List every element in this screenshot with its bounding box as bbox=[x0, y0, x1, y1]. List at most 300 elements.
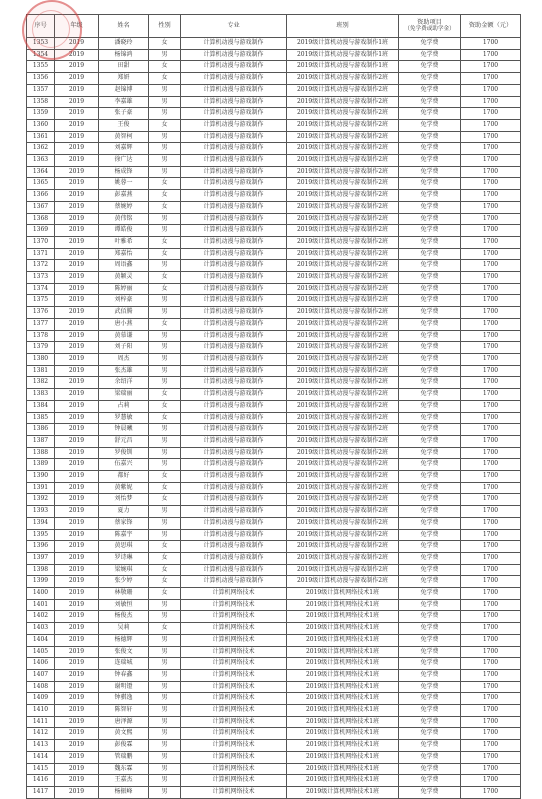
cell-amount: 1700 bbox=[461, 494, 521, 506]
cell-class: 2019级计算机动漫与游戏制作2班 bbox=[287, 307, 399, 319]
cell-name: 黄智柯 bbox=[99, 131, 149, 143]
cell-subsidy-item: 免学费 bbox=[399, 166, 461, 178]
cell-major: 计算机动漫与游戏制作 bbox=[181, 236, 287, 248]
cell-gender: 男 bbox=[149, 787, 181, 799]
cell-major: 计算机动漫与游戏制作 bbox=[181, 424, 287, 436]
cell-major: 计算机动漫与游戏制作 bbox=[181, 225, 287, 237]
cell-subsidy-item: 免学费 bbox=[399, 131, 461, 143]
cell-name: 黄文熙 bbox=[99, 728, 149, 740]
cell-major: 计算机动漫与游戏制作 bbox=[181, 564, 287, 576]
cell-class: 2019级计算机网络技术1班 bbox=[287, 681, 399, 693]
cell-class: 2019级计算机动漫与游戏制作2班 bbox=[287, 529, 399, 541]
cell-gender: 男 bbox=[149, 307, 181, 319]
cell-name: 杨俊杰 bbox=[99, 611, 149, 623]
cell-subsidy-item: 免学费 bbox=[399, 447, 461, 459]
table-row bbox=[27, 552, 521, 564]
cell-seq: 1400 bbox=[27, 588, 55, 600]
cell-major: 计算机网络技术 bbox=[181, 728, 287, 740]
cell-amount: 1700 bbox=[461, 576, 521, 588]
cell-amount: 1700 bbox=[461, 693, 521, 705]
cell-amount: 1700 bbox=[461, 424, 521, 436]
cell-amount: 1700 bbox=[461, 143, 521, 155]
cell-class: 2019级计算机动漫与游戏制作2班 bbox=[287, 389, 399, 401]
cell-name: 张俊文 bbox=[99, 646, 149, 658]
cell-grade: 2019 bbox=[55, 740, 99, 752]
cell-gender: 男 bbox=[149, 424, 181, 436]
cell-grade: 2019 bbox=[55, 178, 99, 190]
cell-class: 2019级计算机网络技术1班 bbox=[287, 787, 399, 799]
table-row bbox=[27, 588, 521, 600]
cell-name: 杨德辉 bbox=[99, 634, 149, 646]
cell-grade: 2019 bbox=[55, 716, 99, 728]
table-row bbox=[27, 166, 521, 178]
cell-class: 2019级计算机网络技术1班 bbox=[287, 751, 399, 763]
table-row bbox=[27, 318, 521, 330]
cell-gender: 女 bbox=[149, 119, 181, 131]
cell-subsidy-item: 免学费 bbox=[399, 482, 461, 494]
cell-name: 潘晓玲 bbox=[99, 38, 149, 50]
cell-amount: 1700 bbox=[461, 166, 521, 178]
cell-amount: 1700 bbox=[461, 658, 521, 670]
table-row bbox=[27, 260, 521, 272]
cell-grade: 2019 bbox=[55, 365, 99, 377]
cell-major: 计算机动漫与游戏制作 bbox=[181, 377, 287, 389]
cell-gender: 男 bbox=[149, 84, 181, 96]
cell-name: 李嘉雄 bbox=[99, 96, 149, 108]
cell-subsidy-item: 免学费 bbox=[399, 61, 461, 73]
cell-amount: 1700 bbox=[461, 38, 521, 50]
cell-amount: 1700 bbox=[461, 307, 521, 319]
cell-grade: 2019 bbox=[55, 705, 99, 717]
cell-class: 2019级计算机动漫与游戏制作2班 bbox=[287, 143, 399, 155]
cell-major: 计算机动漫与游戏制作 bbox=[181, 178, 287, 190]
cell-gender: 女 bbox=[149, 201, 181, 213]
cell-name: 陈嘉宇 bbox=[99, 529, 149, 541]
cell-amount: 1700 bbox=[461, 400, 521, 412]
cell-major: 计算机网络技术 bbox=[181, 716, 287, 728]
cell-amount: 1700 bbox=[461, 155, 521, 167]
table-row bbox=[27, 669, 521, 681]
cell-subsidy-item: 免学费 bbox=[399, 623, 461, 635]
cell-class: 2019级计算机动漫与游戏制作2班 bbox=[287, 541, 399, 553]
cell-amount: 1700 bbox=[461, 272, 521, 284]
cell-major: 计算机动漫与游戏制作 bbox=[181, 84, 287, 96]
cell-major: 计算机动漫与游戏制作 bbox=[181, 318, 287, 330]
cell-subsidy-item: 免学费 bbox=[399, 494, 461, 506]
cell-name: 张子豪 bbox=[99, 108, 149, 120]
cell-class: 2019级计算机网络技术1班 bbox=[287, 775, 399, 787]
table-row bbox=[27, 225, 521, 237]
cell-gender: 男 bbox=[149, 365, 181, 377]
cell-grade: 2019 bbox=[55, 447, 99, 459]
cell-grade: 2019 bbox=[55, 506, 99, 518]
cell-name: 彭俊霖 bbox=[99, 740, 149, 752]
cell-seq: 1368 bbox=[27, 213, 55, 225]
cell-class: 2019级计算机动漫与游戏制作2班 bbox=[287, 576, 399, 588]
cell-gender: 男 bbox=[149, 716, 181, 728]
cell-seq: 1386 bbox=[27, 424, 55, 436]
table-row bbox=[27, 494, 521, 506]
cell-amount: 1700 bbox=[461, 295, 521, 307]
cell-seq: 1394 bbox=[27, 517, 55, 529]
cell-grade: 2019 bbox=[55, 201, 99, 213]
cell-class: 2019级计算机动漫与游戏制作2班 bbox=[287, 353, 399, 365]
cell-subsidy-item: 免学费 bbox=[399, 38, 461, 50]
cell-seq: 1390 bbox=[27, 471, 55, 483]
cell-class: 2019级计算机动漫与游戏制作2班 bbox=[287, 459, 399, 471]
cell-name: 刘敏恒 bbox=[99, 599, 149, 611]
cell-subsidy-item: 免学费 bbox=[399, 740, 461, 752]
cell-amount: 1700 bbox=[461, 634, 521, 646]
table-row bbox=[27, 236, 521, 248]
cell-grade: 2019 bbox=[55, 295, 99, 307]
cell-class: 2019级计算机动漫与游戏制作2班 bbox=[287, 283, 399, 295]
cell-amount: 1700 bbox=[461, 365, 521, 377]
cell-subsidy-item: 免学费 bbox=[399, 377, 461, 389]
cell-major: 计算机动漫与游戏制作 bbox=[181, 365, 287, 377]
cell-gender: 女 bbox=[149, 400, 181, 412]
cell-major: 计算机动漫与游戏制作 bbox=[181, 447, 287, 459]
cell-amount: 1700 bbox=[461, 225, 521, 237]
cell-gender: 男 bbox=[149, 330, 181, 342]
cell-name: 彭嘉燕 bbox=[99, 190, 149, 202]
cell-subsidy-item: 免学费 bbox=[399, 728, 461, 740]
cell-class: 2019级计算机动漫与游戏制作2班 bbox=[287, 564, 399, 576]
cell-subsidy-item: 免学费 bbox=[399, 424, 461, 436]
cell-seq: 1412 bbox=[27, 728, 55, 740]
header-amount: 资助金额（元） bbox=[461, 15, 521, 38]
cell-major: 计算机动漫与游戏制作 bbox=[181, 529, 287, 541]
table-row bbox=[27, 424, 521, 436]
cell-subsidy-item: 免学费 bbox=[399, 330, 461, 342]
cell-seq: 1385 bbox=[27, 412, 55, 424]
cell-subsidy-item: 免学费 bbox=[399, 201, 461, 213]
cell-subsidy-item: 免学费 bbox=[399, 307, 461, 319]
cell-grade: 2019 bbox=[55, 494, 99, 506]
cell-major: 计算机动漫与游戏制作 bbox=[181, 435, 287, 447]
cell-name: 管瑞鹏 bbox=[99, 751, 149, 763]
cell-subsidy-item: 免学费 bbox=[399, 529, 461, 541]
cell-grade: 2019 bbox=[55, 751, 99, 763]
table-row bbox=[27, 365, 521, 377]
cell-seq: 1366 bbox=[27, 190, 55, 202]
table-row bbox=[27, 248, 521, 260]
cell-name: 赵锦博 bbox=[99, 84, 149, 96]
cell-gender: 男 bbox=[149, 225, 181, 237]
table-row bbox=[27, 330, 521, 342]
table-row bbox=[27, 389, 521, 401]
cell-seq: 1378 bbox=[27, 330, 55, 342]
cell-gender: 男 bbox=[149, 155, 181, 167]
cell-subsidy-item: 免学费 bbox=[399, 96, 461, 108]
cell-name: 罗俊钏 bbox=[99, 447, 149, 459]
cell-name: 王俊 bbox=[99, 119, 149, 131]
table-row bbox=[27, 599, 521, 611]
cell-grade: 2019 bbox=[55, 576, 99, 588]
cell-amount: 1700 bbox=[461, 190, 521, 202]
cell-gender: 男 bbox=[149, 751, 181, 763]
cell-amount: 1700 bbox=[461, 541, 521, 553]
cell-subsidy-item: 免学费 bbox=[399, 178, 461, 190]
table-row bbox=[27, 377, 521, 389]
cell-name: 刘梓豪 bbox=[99, 295, 149, 307]
cell-seq: 1402 bbox=[27, 611, 55, 623]
cell-gender: 男 bbox=[149, 775, 181, 787]
cell-gender: 男 bbox=[149, 447, 181, 459]
cell-seq: 1360 bbox=[27, 119, 55, 131]
table-row bbox=[27, 272, 521, 284]
cell-gender: 男 bbox=[149, 459, 181, 471]
cell-grade: 2019 bbox=[55, 143, 99, 155]
table-row bbox=[27, 482, 521, 494]
cell-class: 2019级计算机动漫与游戏制作2班 bbox=[287, 330, 399, 342]
cell-gender: 男 bbox=[149, 96, 181, 108]
cell-gender: 女 bbox=[149, 283, 181, 295]
cell-grade: 2019 bbox=[55, 330, 99, 342]
cell-name: 黄紫妮 bbox=[99, 482, 149, 494]
header-seq: 序号 bbox=[27, 15, 55, 38]
cell-grade: 2019 bbox=[55, 73, 99, 85]
cell-amount: 1700 bbox=[461, 213, 521, 225]
cell-gender: 女 bbox=[149, 412, 181, 424]
cell-class: 2019级计算机动漫与游戏制作2班 bbox=[287, 119, 399, 131]
cell-seq: 1396 bbox=[27, 541, 55, 553]
cell-subsidy-item: 免学费 bbox=[399, 225, 461, 237]
cell-gender: 女 bbox=[149, 272, 181, 284]
cell-amount: 1700 bbox=[461, 740, 521, 752]
cell-class: 2019级计算机动漫与游戏制作1班 bbox=[287, 38, 399, 50]
cell-major: 计算机动漫与游戏制作 bbox=[181, 131, 287, 143]
cell-gender: 男 bbox=[149, 131, 181, 143]
cell-gender: 男 bbox=[149, 634, 181, 646]
cell-major: 计算机动漫与游戏制作 bbox=[181, 330, 287, 342]
cell-name: 钟骐逸 bbox=[99, 693, 149, 705]
cell-amount: 1700 bbox=[461, 201, 521, 213]
cell-name: 姚蓉一 bbox=[99, 178, 149, 190]
cell-major: 计算机动漫与游戏制作 bbox=[181, 213, 287, 225]
table-row bbox=[27, 646, 521, 658]
cell-major: 计算机网络技术 bbox=[181, 623, 287, 635]
cell-seq: 1363 bbox=[27, 155, 55, 167]
cell-major: 计算机动漫与游戏制作 bbox=[181, 541, 287, 553]
cell-class: 2019级计算机网络技术1班 bbox=[287, 716, 399, 728]
cell-seq: 1354 bbox=[27, 49, 55, 61]
cell-amount: 1700 bbox=[461, 342, 521, 354]
table-row bbox=[27, 705, 521, 717]
cell-gender: 女 bbox=[149, 61, 181, 73]
cell-class: 2019级计算机网络技术1班 bbox=[287, 658, 399, 670]
cell-amount: 1700 bbox=[461, 646, 521, 658]
cell-class: 2019级计算机动漫与游戏制作2班 bbox=[287, 225, 399, 237]
cell-amount: 1700 bbox=[461, 412, 521, 424]
table-row bbox=[27, 49, 521, 61]
cell-subsidy-item: 免学费 bbox=[399, 705, 461, 717]
cell-subsidy-item: 免学费 bbox=[399, 552, 461, 564]
cell-subsidy-item: 免学费 bbox=[399, 213, 461, 225]
cell-major: 计算机网络技术 bbox=[181, 740, 287, 752]
cell-gender: 女 bbox=[149, 248, 181, 260]
cell-amount: 1700 bbox=[461, 389, 521, 401]
cell-amount: 1700 bbox=[461, 728, 521, 740]
table-row bbox=[27, 178, 521, 190]
cell-name: 黄慕谦 bbox=[99, 330, 149, 342]
cell-amount: 1700 bbox=[461, 471, 521, 483]
table-body bbox=[27, 38, 521, 799]
cell-subsidy-item: 免学费 bbox=[399, 658, 461, 670]
cell-grade: 2019 bbox=[55, 529, 99, 541]
cell-class: 2019级计算机动漫与游戏制作2班 bbox=[287, 84, 399, 96]
cell-subsidy-item: 免学费 bbox=[399, 506, 461, 518]
cell-seq: 1397 bbox=[27, 552, 55, 564]
table-row bbox=[27, 155, 521, 167]
cell-seq: 1359 bbox=[27, 108, 55, 120]
cell-major: 计算机动漫与游戏制作 bbox=[181, 482, 287, 494]
table-row bbox=[27, 412, 521, 424]
cell-seq: 1364 bbox=[27, 166, 55, 178]
cell-major: 计算机动漫与游戏制作 bbox=[181, 272, 287, 284]
cell-seq: 1389 bbox=[27, 459, 55, 471]
header-class: 班别 bbox=[287, 15, 399, 38]
header-major: 专业 bbox=[181, 15, 287, 38]
cell-gender: 男 bbox=[149, 260, 181, 272]
table-row bbox=[27, 38, 521, 50]
cell-amount: 1700 bbox=[461, 669, 521, 681]
cell-gender: 男 bbox=[149, 342, 181, 354]
cell-seq: 1365 bbox=[27, 178, 55, 190]
cell-subsidy-item: 免学费 bbox=[399, 646, 461, 658]
cell-major: 计算机网络技术 bbox=[181, 775, 287, 787]
cell-grade: 2019 bbox=[55, 248, 99, 260]
table-row bbox=[27, 740, 521, 752]
header-subsidy-item bbox=[399, 15, 461, 38]
cell-subsidy-item: 免学费 bbox=[399, 342, 461, 354]
cell-seq: 1373 bbox=[27, 272, 55, 284]
cell-class: 2019级计算机动漫与游戏制作2班 bbox=[287, 260, 399, 272]
cell-grade: 2019 bbox=[55, 599, 99, 611]
cell-class: 2019级计算机网络技术1班 bbox=[287, 763, 399, 775]
cell-name: 罗诗琳 bbox=[99, 552, 149, 564]
cell-name: 田甜 bbox=[99, 61, 149, 73]
cell-grade: 2019 bbox=[55, 634, 99, 646]
cell-grade: 2019 bbox=[55, 588, 99, 600]
table-row bbox=[27, 506, 521, 518]
table-row bbox=[27, 131, 521, 143]
table-row bbox=[27, 61, 521, 73]
cell-grade: 2019 bbox=[55, 693, 99, 705]
cell-grade: 2019 bbox=[55, 260, 99, 272]
cell-subsidy-item: 免学费 bbox=[399, 412, 461, 424]
table-row bbox=[27, 576, 521, 588]
cell-amount: 1700 bbox=[461, 435, 521, 447]
cell-amount: 1700 bbox=[461, 131, 521, 143]
cell-class: 2019级计算机动漫与游戏制作1班 bbox=[287, 49, 399, 61]
cell-major: 计算机动漫与游戏制作 bbox=[181, 389, 287, 401]
cell-name: 蔡家锋 bbox=[99, 517, 149, 529]
cell-grade: 2019 bbox=[55, 424, 99, 436]
cell-seq: 1370 bbox=[27, 236, 55, 248]
cell-major: 计算机动漫与游戏制作 bbox=[181, 459, 287, 471]
cell-major: 计算机网络技术 bbox=[181, 787, 287, 799]
cell-grade: 2019 bbox=[55, 272, 99, 284]
cell-gender: 男 bbox=[149, 646, 181, 658]
cell-class: 2019级计算机动漫与游戏制作2班 bbox=[287, 108, 399, 120]
cell-class: 2019级计算机网络技术1班 bbox=[287, 705, 399, 717]
cell-gender: 男 bbox=[149, 506, 181, 518]
cell-major: 计算机动漫与游戏制作 bbox=[181, 576, 287, 588]
cell-major: 计算机动漫与游戏制作 bbox=[181, 190, 287, 202]
cell-seq: 1415 bbox=[27, 763, 55, 775]
cell-gender: 女 bbox=[149, 73, 181, 85]
cell-subsidy-item: 免学费 bbox=[399, 517, 461, 529]
cell-grade: 2019 bbox=[55, 166, 99, 178]
cell-class: 2019级计算机动漫与游戏制作2班 bbox=[287, 213, 399, 225]
cell-subsidy-item: 免学费 bbox=[399, 588, 461, 600]
cell-grade: 2019 bbox=[55, 213, 99, 225]
cell-major: 计算机网络技术 bbox=[181, 588, 287, 600]
cell-major: 计算机网络技术 bbox=[181, 646, 287, 658]
cell-name: 都好 bbox=[99, 471, 149, 483]
cell-name: 刘子阳 bbox=[99, 342, 149, 354]
cell-name: 张杰雄 bbox=[99, 365, 149, 377]
cell-subsidy-item: 免学费 bbox=[399, 400, 461, 412]
table-row bbox=[27, 787, 521, 799]
cell-gender: 男 bbox=[149, 693, 181, 705]
header-subsidy-item-line2: （免学费或助学金） bbox=[404, 26, 455, 32]
cell-subsidy-item: 免学费 bbox=[399, 787, 461, 799]
cell-subsidy-item: 免学费 bbox=[399, 459, 461, 471]
cell-grade: 2019 bbox=[55, 342, 99, 354]
table-row bbox=[27, 529, 521, 541]
cell-seq: 1367 bbox=[27, 201, 55, 213]
cell-grade: 2019 bbox=[55, 787, 99, 799]
cell-name: 周杰 bbox=[99, 353, 149, 365]
cell-major: 计算机动漫与游戏制作 bbox=[181, 506, 287, 518]
cell-gender: 女 bbox=[149, 482, 181, 494]
cell-seq: 1414 bbox=[27, 751, 55, 763]
cell-subsidy-item: 免学费 bbox=[399, 365, 461, 377]
cell-gender: 男 bbox=[149, 143, 181, 155]
cell-seq: 1388 bbox=[27, 447, 55, 459]
cell-subsidy-item: 免学费 bbox=[399, 73, 461, 85]
cell-grade: 2019 bbox=[55, 541, 99, 553]
cell-amount: 1700 bbox=[461, 178, 521, 190]
table-row bbox=[27, 143, 521, 155]
cell-class: 2019级计算机网络技术1班 bbox=[287, 588, 399, 600]
cell-gender: 男 bbox=[149, 599, 181, 611]
cell-major: 计算机动漫与游戏制作 bbox=[181, 143, 287, 155]
table-row bbox=[27, 541, 521, 553]
cell-gender: 男 bbox=[149, 658, 181, 670]
cell-amount: 1700 bbox=[461, 108, 521, 120]
cell-seq: 1381 bbox=[27, 365, 55, 377]
cell-gender: 女 bbox=[149, 178, 181, 190]
cell-name: 罗慧敏 bbox=[99, 412, 149, 424]
cell-major: 计算机动漫与游戏制作 bbox=[181, 61, 287, 73]
cell-gender: 男 bbox=[149, 49, 181, 61]
cell-amount: 1700 bbox=[461, 552, 521, 564]
cell-amount: 1700 bbox=[461, 119, 521, 131]
table-row bbox=[27, 342, 521, 354]
cell-subsidy-item: 免学费 bbox=[399, 693, 461, 705]
cell-name: 黄伟铭 bbox=[99, 213, 149, 225]
cell-major: 计算机动漫与游戏制作 bbox=[181, 353, 287, 365]
cell-grade: 2019 bbox=[55, 389, 99, 401]
cell-major: 计算机动漫与游戏制作 bbox=[181, 155, 287, 167]
cell-gender: 男 bbox=[149, 740, 181, 752]
cell-class: 2019级计算机动漫与游戏制作2班 bbox=[287, 552, 399, 564]
cell-subsidy-item: 免学费 bbox=[399, 681, 461, 693]
cell-class: 2019级计算机动漫与游戏制作2班 bbox=[287, 435, 399, 447]
